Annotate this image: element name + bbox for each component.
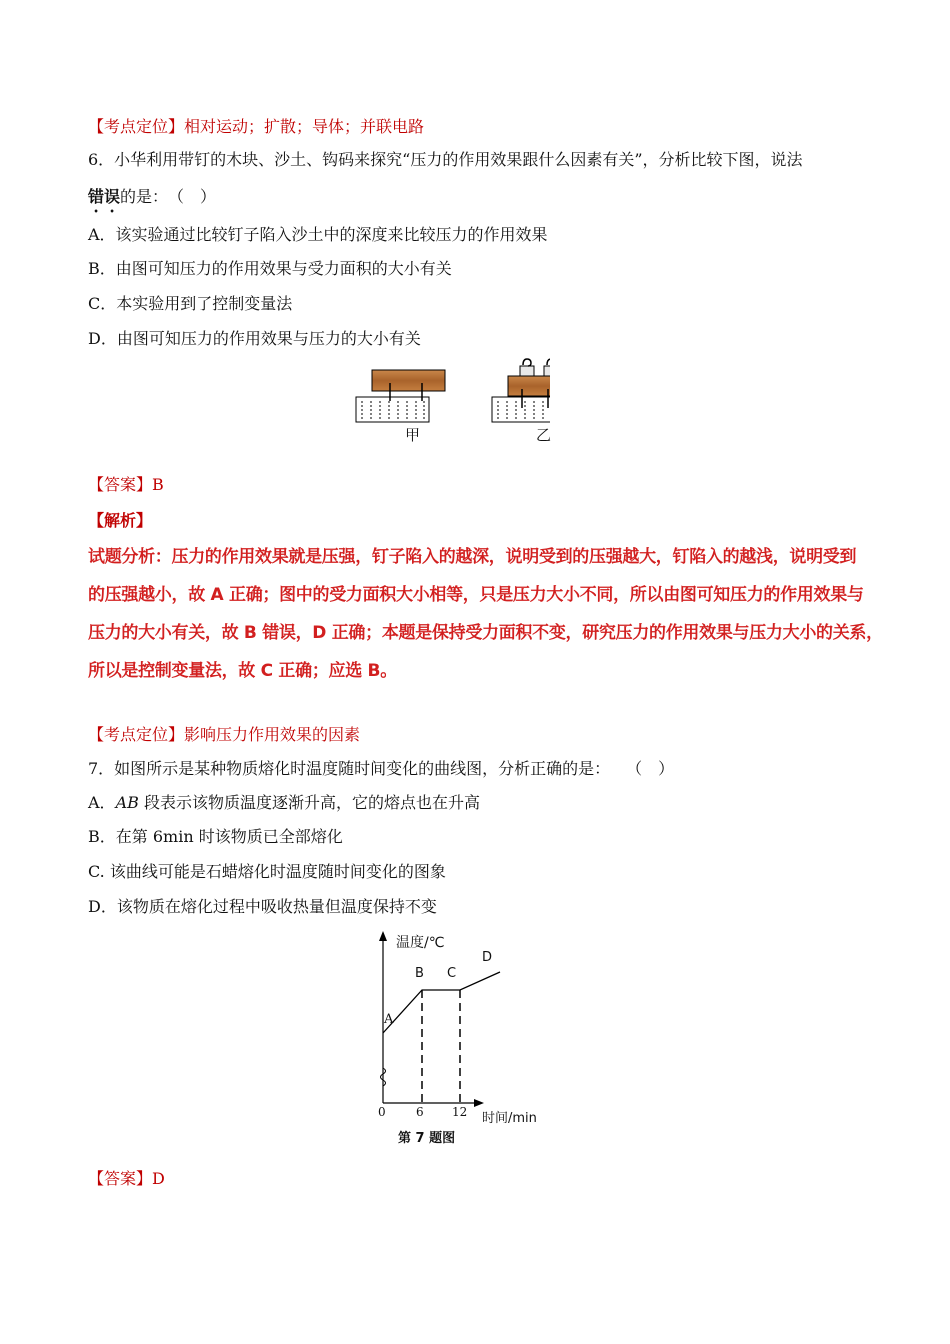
q6-stem-line2 [88, 186, 216, 216]
analysis-line: 试题分析：压力的作用效果就是压强，钉子陷入的越深，说明受到的压强越大，钉陷入的越浅，说明受到 [88, 547, 857, 567]
kaodian-q5: 【考点定位】相对运动；扩散；导体；并联电路 [88, 117, 425, 136]
melting-curve-graph [370, 928, 570, 1150]
y-axis-arrow [379, 931, 387, 941]
q6-answer: 【答案】B [88, 475, 164, 494]
q7-answer: 【答案】D [88, 1169, 165, 1188]
q6-analysis [88, 538, 883, 690]
melting-curve [383, 972, 500, 1033]
figure-label-yi: 乙 [536, 426, 552, 444]
analysis-line: 压力的大小有关，故 B 错误，D 正确；本题是保持受力面积不变，研究压力的作用效果与压力大小的关系， [88, 623, 883, 643]
figure-caption: 第 7 题图 [398, 1131, 456, 1146]
q7-option-b: B．在第 6min 时该物质已全部熔化 [88, 827, 343, 846]
q6-option-d: D．由图可知压力的作用效果与压力的大小有关 [88, 329, 421, 348]
analysis-line: 所以是控制变量法，故 C 正确；应选 B。 [88, 661, 397, 681]
x-axis-label: 时间/min [482, 1111, 537, 1126]
point-label-c: C [447, 966, 457, 981]
q7-melting-chart [370, 928, 570, 1150]
tick-6: 6 [416, 1105, 424, 1119]
q7-option-d: D．该物质在熔化过程中吸收热量但温度保持不变 [88, 897, 437, 916]
q6-stem-tail: 的是： （ ） [120, 187, 217, 206]
figure-label-jia: 甲 [405, 426, 421, 444]
nail-experiment-diagram [350, 356, 550, 446]
q6-option-c: C．本实验用到了控制变量法 [88, 294, 293, 313]
q7-option-a [88, 792, 480, 814]
q7-option-c: C. 该曲线可能是石蜡熔化时温度随时间变化的图象 [88, 862, 446, 881]
point-label-a: A [384, 1012, 394, 1027]
y-axis-label: 温度/℃ [396, 935, 445, 951]
x-axis-arrow [474, 1099, 484, 1107]
q6-option-a: A．该实验通过比较钉子陷入沙土中的深度来比较压力的作用效果 [88, 225, 548, 244]
setup-yi [492, 359, 550, 422]
q6-option-b: B．由图可知压力的作用效果与受力面积的大小有关 [88, 259, 452, 278]
q7-option-a-prefix: A． [88, 793, 116, 812]
setup-jia [356, 370, 445, 422]
q6-figure [350, 356, 550, 446]
q7-option-a-segment: AB [115, 793, 139, 812]
point-label-b: B [415, 966, 424, 981]
q7-option-a-text: 段表示该物质温度逐渐升高，它的熔点也在升高 [138, 793, 480, 812]
analysis-line: 的压强越小，故 A 正确；图中的受力面积大小相等，只是压力大小不同，所以由图可知压力的作用效果与 [88, 585, 864, 605]
q6-emphasis-word: 错误 [88, 187, 121, 206]
tick-0: 0 [378, 1105, 386, 1119]
q7-stem: 7．如图所示是某种物质熔化时温度随时间变化的曲线图，分析正确的是： （ ） [88, 759, 675, 778]
q6-stem-line1: 6．小华利用带钉的木块、沙土、钩码来探究“压力的作用效果跟什么因素有关”，分析比较下图，说法 [88, 150, 803, 169]
point-label-d: D [482, 950, 493, 965]
tick-12: 12 [452, 1105, 468, 1119]
kaodian-q6: 【考点定位】影响压力作用效果的因素 [88, 725, 361, 744]
q6-jiexi-heading: 【解析】 [88, 511, 153, 530]
